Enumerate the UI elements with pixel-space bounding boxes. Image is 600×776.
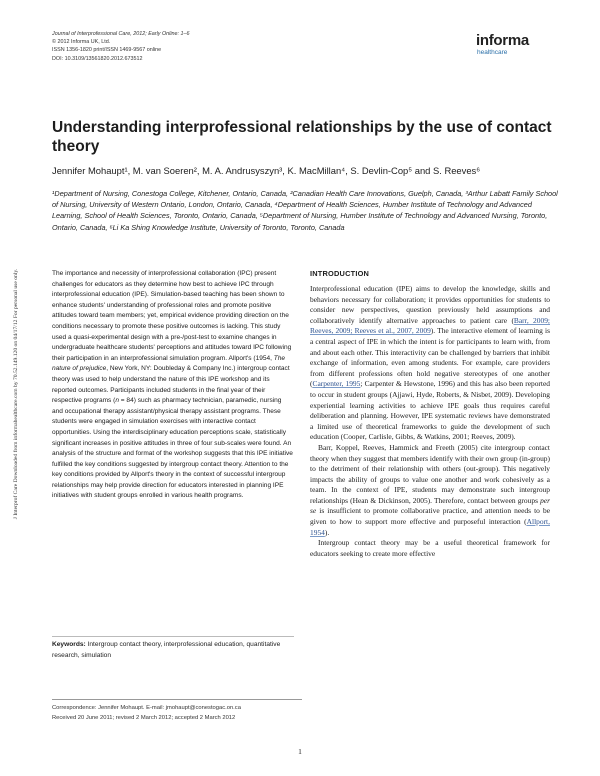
journal-metadata <box>52 30 312 63</box>
abstract-text-2: , New York, NY: Doubleday & Company Inc.) intergroup contact theory was used to help understand the nature of this IPE workshop and its reported outcomes. Participants included students in the final year of their respective programs ( <box>52 365 290 405</box>
download-note-text: J Interprof Care Downloaded from informahealthcare.com by 70.52.149.120 on 04/17/12 For personal use only. <box>13 268 19 520</box>
intro-p2-italic: per se <box>310 495 550 516</box>
doi-line: DOI: 10.3109/13561820.2012.673512 <box>52 55 143 62</box>
abstract <box>52 269 294 502</box>
intro-p1-text-3: ; Carpenter & Hewstone, 1996) and this has also been reported to occur in student groups (Ajjawi, Hyde, Roberts, & Nisbet, 2009). Developing experiential learning activities to achieve IPE goals thus requires careful deliberation and planning. However, IPE systematic reviews have demonstrated a limited use of theoretical frameworks to guide the development of such education (Cooper, Carlisle, Gibbs, & Watkins, 2001; Reeves, 2009). <box>310 379 550 442</box>
intro-p1-text-2: ). The interactive element of learning is a central aspect of IPE in which the intent is for participants to learn with, from and about each other. This interactivity can be challenged by barriers that inhibit exchange of information, even among students. For example, care providers from different professions often hold negative stereotypes of one another ( <box>310 326 550 389</box>
section-heading-introduction: INTRODUCTION <box>310 269 370 278</box>
page-number: 1 <box>298 747 302 756</box>
journal-line: Journal of Interprofessional Care, 2012; Early Online: 1–6 <box>52 31 190 37</box>
intro-p2-text-2: is insufficient to promote collaborative practice, and attention needs to be given to how to support more effective and purposeful interaction ( <box>310 506 550 527</box>
citation-link[interactable]: Allport, 1954 <box>310 517 550 537</box>
footer-divider <box>52 699 302 700</box>
received-dates: Received 20 June 2011; revised 2 March 2012; accepted 2 March 2012 <box>52 715 236 722</box>
correspondence: Correspondence: Jennifer Mohaupt. E-mail: jmohaupt@conestogac.on.ca <box>52 705 241 711</box>
keywords-divider <box>52 636 294 637</box>
publisher-name: informa <box>476 32 529 49</box>
abstract-book-title: The nature of prejudice <box>52 354 286 373</box>
intro-paragraph-1 <box>310 284 550 443</box>
intro-p2-text-1: Barr, Koppel, Reeves, Hammick and Freeth (2005) cite intergroup contact theory when they suggest that members identify with their own group (in-group) to the detriment of their relationship with others (out-group). This negatively impacts the ability of groups to value one another and work cohesively as a team. In the context of IPE, students may demonstrate such intergroup relationships (Hean & Dickinson, 2005). Therefore, contact between groups <box>310 442 550 505</box>
keywords-label: Keywords: <box>52 641 86 648</box>
intro-p1-text-1: Interprofessional education (IPE) aims to develop the knowledge, skills and behaviors necessary for collaboration; it provides opportunities for students to consider new perspectives, question previously held assumptions and collaboratively identify alternative approaches to patient care ( <box>310 284 550 325</box>
citation-link[interactable]: Carpenter, 1995 <box>312 379 361 389</box>
intro-paragraph-3: Intergroup contact theory may be a useful theoretical framework for educators seeking to create more effective <box>310 538 550 558</box>
author-list: Jennifer Mohaupt¹, M. van Soeren², M. A. Andrusyszyn³, K. MacMillan⁴, S. Devlin-Cop⁵ and S. Reeves⁶ <box>52 165 481 176</box>
citation-link[interactable]: Barr, 2009; Reeves, 2009; Reeves et al., 2007, 2009 <box>310 315 550 336</box>
affiliations: ¹Department of Nursing, Conestoga College, Kitchener, Ontario, Canada, ²Canadian Health Care Innovations, Guelph, Canada, ³Arthur Labatt Family School of Nursing, University of Western Ontario, London, Ontario, Canada, ⁴Department of Health Sciences, Humber Institute of Technology and Advanced Learning, School of Health Sciences, Toronto, Ontario, Canada, ⁵Department of Nursing, Humber Institute of Technology and Advanced Nursing, Toronto, Ontario, Canada, ⁶Li Ka Shing Knowledge Institute, University of Toronto, Toronto, Canada <box>52 189 558 232</box>
footer-notes <box>52 703 452 724</box>
abstract-n-symbol: n <box>115 397 119 405</box>
intro-p2-text-3: ). <box>324 527 330 537</box>
intro-paragraph-2 <box>310 443 550 538</box>
article-title: Understanding interprofessional relationships by the use of contact theory <box>52 119 552 155</box>
keywords <box>52 640 294 661</box>
publisher-logo <box>476 33 556 57</box>
abstract-text-3: = 84) such as pharmacy technician, paramedic, nursing and occupational therapy assistant/physical therapy assistant programs. These students were engaged in simulation exercises with interactive contact opportunities. Using the interdisciplinary education perceptions scale, statistically significant increases in positive attitudes in three of four sub-scales were found. An analysis of the structure and format of the workshop suggests that this IPE initiative fulfilled the key conditions suggested by intergroup contact theory. Attention to the key conditions provided by Allport's theory in the context of successful intergroup relationships may help provide direction for educators interested in planning IPE initiatives with student groups enrolled in various health programs. <box>52 397 293 500</box>
keywords-text: Intergroup contact theory, interprofessional education, quantitative research, simulation <box>52 641 281 659</box>
issn-line: ISSN 1356-1820 print/ISSN 1469-9567 online <box>52 47 162 54</box>
download-note <box>4 240 24 560</box>
introduction-body <box>310 284 550 559</box>
abstract-text-1: The importance and necessity of interprofessional collaboration (IPC) present challenges for educators as they determine how best to achieve IPC through interprofessional education (IPE). Simulation-based teaching has been shown to enhance students' understanding of professional roles and promote positive attitudes toward team members; yet, empirical evidence providing direction on the conditions necessary to promote these positive outcomes is lacking. This study used a quasi-experimental design with a pre-/post-test to examine changes in undergraduate healthcare students' perceptions and attitudes toward IPC following their participation in an interprofessional simulation program. Allport's (1954, <box>52 270 292 362</box>
publisher-subtitle: healthcare <box>477 49 508 56</box>
copyright-line: © 2012 Informa UK, Ltd. <box>52 39 111 46</box>
